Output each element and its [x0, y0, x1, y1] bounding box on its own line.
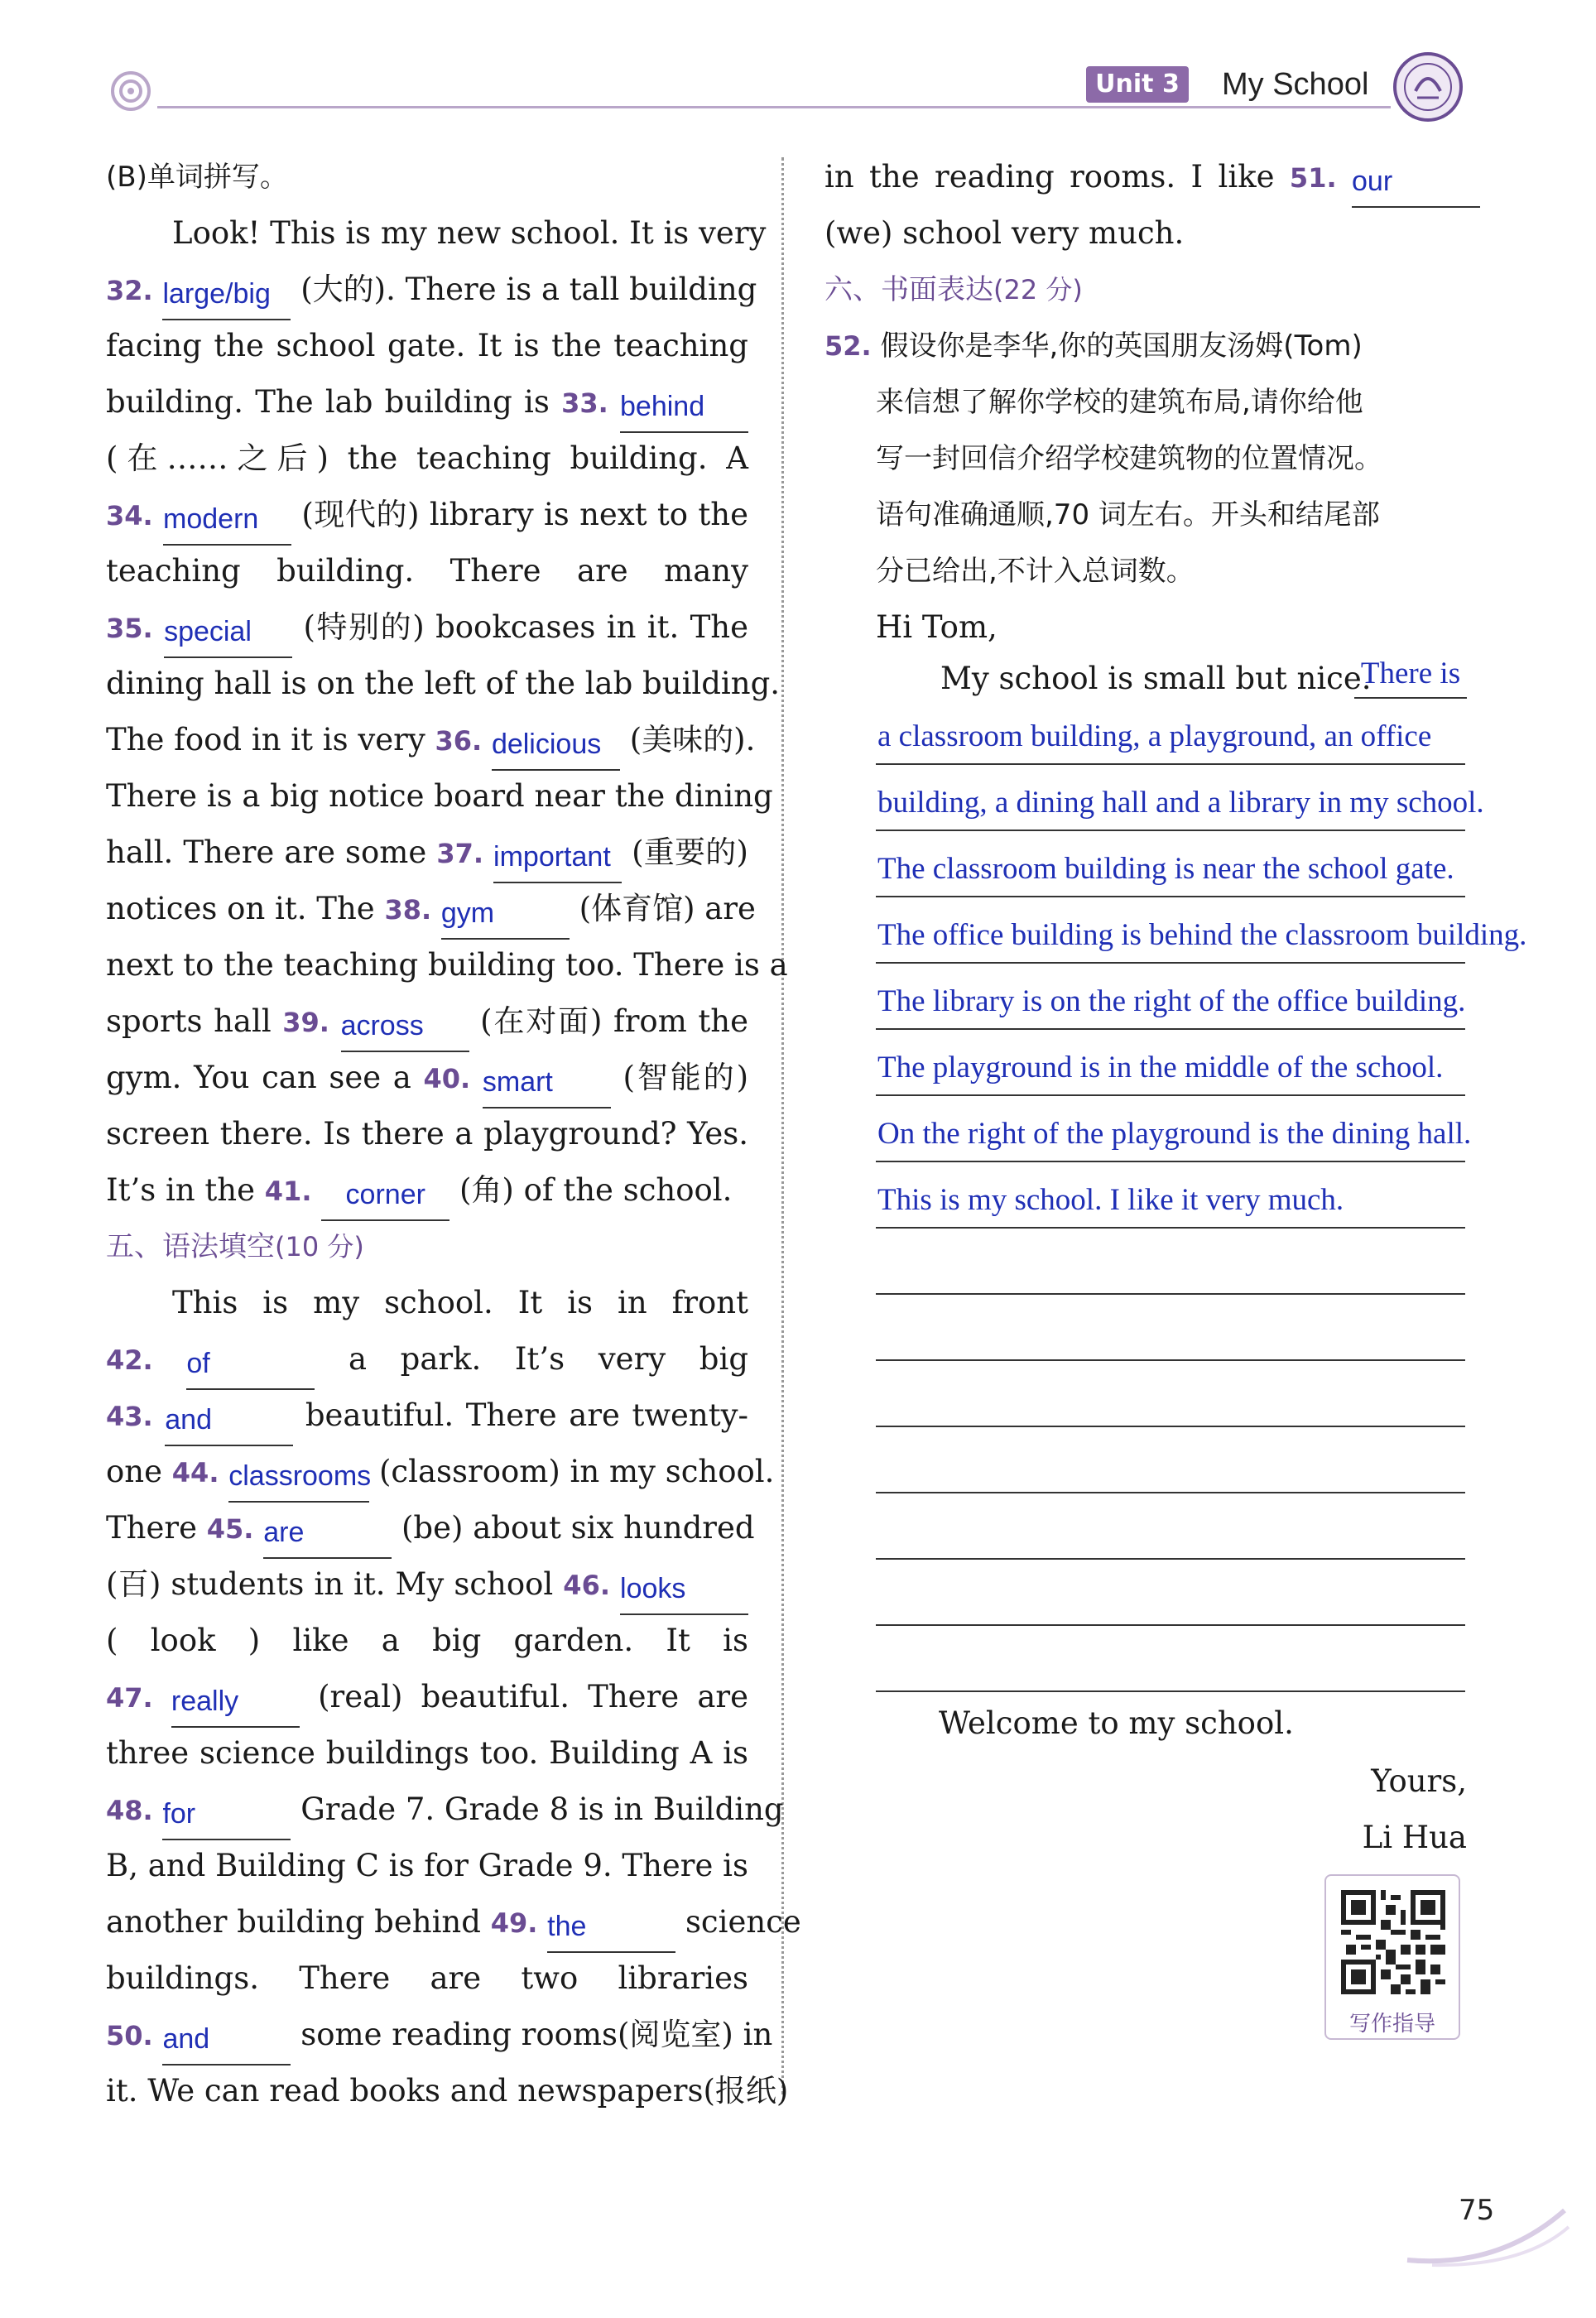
text-line: screen there. Is there a playground? Yes.	[106, 1116, 748, 1152]
question-number: 35.	[106, 613, 153, 644]
text-line: It’s in the 41. corner (角) of the school.	[106, 1162, 748, 1219]
answer-text: special	[164, 616, 252, 647]
qr-card[interactable]	[1324, 1874, 1460, 2040]
section-6-heading: 六、书面表达(22 分)	[824, 273, 1083, 306]
writing-rule	[876, 1094, 1465, 1096]
writing-rule[interactable]	[876, 1359, 1465, 1361]
text-line: hall. There are some 37. important (重要的)	[106, 825, 748, 881]
answer-blank[interactable]	[620, 388, 748, 433]
unit-title: My School	[1222, 67, 1369, 102]
letter-signature: Li Hua	[1362, 1820, 1467, 1855]
question-number: 32.	[106, 275, 153, 306]
answer-blank[interactable]	[341, 1008, 469, 1052]
unit-badge: Unit 3	[1086, 66, 1189, 103]
text-line: 50. and some reading rooms(阅览室) in	[106, 2007, 748, 2063]
text-line: There is a big notice board near the dining	[106, 778, 773, 814]
answer-blank[interactable]	[162, 276, 291, 320]
text-line: three science buildings too. Building A is	[106, 1735, 748, 1771]
essay-line: On the right of the playground is the dining hall.	[877, 1117, 1472, 1151]
question-number: 48.	[106, 1795, 153, 1826]
text-line: it. We can read books and newspapers(报纸)	[106, 2073, 789, 2109]
section-b-title: (B)单词拼写。	[106, 161, 288, 194]
answer-blank[interactable]	[492, 726, 620, 771]
answer-text: There is	[1360, 656, 1461, 690]
text-line: 47. really (real) beautiful. There are	[106, 1669, 748, 1725]
text-line: 34. modern (现代的) library is next to the	[106, 487, 748, 543]
writing-rule[interactable]	[876, 1558, 1465, 1560]
letter-greeting: Hi Tom,	[876, 609, 997, 645]
writing-rule	[876, 1028, 1465, 1030]
letter-closing: Welcome to my school.	[939, 1705, 1294, 1741]
right-column	[824, 149, 1480, 656]
question-number: 41.	[264, 1176, 312, 1207]
writing-rule[interactable]	[876, 1624, 1465, 1626]
writing-rule	[876, 1227, 1465, 1229]
text-line: (百) students in it. My school 46. looks	[106, 1556, 748, 1613]
answer-blank[interactable]	[165, 1402, 293, 1446]
text-line: (在……之后) the teaching building. A	[106, 440, 748, 476]
question-number: 40.	[423, 1063, 471, 1094]
text-line: in the reading rooms. I like 51. our	[824, 149, 1480, 205]
answer-text: really	[171, 1686, 239, 1717]
answer-blank[interactable]	[1354, 654, 1467, 699]
answer-text: behind	[620, 391, 705, 422]
answer-blank[interactable]	[186, 1345, 315, 1390]
answer-blank[interactable]	[441, 895, 570, 940]
answer-blank[interactable]	[228, 1458, 372, 1503]
essay-line: The classroom building is near the school gate.	[877, 852, 1454, 886]
answer-blank[interactable]	[162, 1796, 291, 1840]
writing-prompt-line: 分已给出,不计入总词数。	[876, 555, 1195, 588]
text-line: facing the school gate. It is the teaching	[106, 328, 748, 363]
answer-text: important	[493, 841, 611, 873]
answer-blank[interactable]	[263, 1514, 392, 1559]
answer-text: looks	[620, 1573, 686, 1604]
writing-rule[interactable]	[876, 1492, 1465, 1493]
writing-rule	[876, 896, 1465, 897]
answer-text: modern	[163, 503, 259, 535]
essay-line: The playground is in the middle of the school.	[877, 1051, 1444, 1084]
qr-label: 写作指导	[1348, 2012, 1435, 2037]
answer-text: for	[162, 1798, 196, 1830]
answer-blank[interactable]	[171, 1683, 300, 1728]
question-number: 33.	[561, 387, 608, 419]
essay-line: This is my school. I like it very much.	[877, 1183, 1344, 1217]
essay-line: building, a dining hall and a library in my school.	[877, 786, 1484, 820]
letter-signoff: Yours,	[1371, 1763, 1467, 1799]
answer-blank[interactable]	[321, 1176, 449, 1221]
text-line: ( look ) like a big garden. It is	[106, 1623, 748, 1658]
qr-code-icon	[1341, 1886, 1445, 1998]
writing-rule	[876, 830, 1465, 831]
answer-text: are	[263, 1517, 305, 1548]
answer-blank[interactable]	[483, 1064, 611, 1109]
text-line: next to the teaching building too. There is a	[106, 947, 788, 983]
answer-text: delicious	[491, 729, 602, 760]
question-number: 47.	[106, 1682, 153, 1714]
text-line: one 44. classrooms (classroom) in my school.	[106, 1444, 748, 1500]
answer-text: classrooms	[228, 1460, 372, 1492]
writing-prompt-line: 写一封回信介绍学校建筑物的位置情况。	[876, 442, 1382, 475]
writing-prompt-line: 语句准确通顺,70 词左右。开头和结尾部	[876, 498, 1380, 531]
text-line: 32. large/big (大的). There is a tall building	[106, 262, 748, 318]
text-line: 43. and beautiful. There are twenty-	[106, 1387, 748, 1444]
answer-text: our	[1352, 166, 1393, 197]
swirl-logo-icon	[106, 65, 156, 114]
question-number: 37.	[436, 838, 483, 869]
text-line: 35. special (特别的) bookcases in it. The	[106, 599, 748, 656]
page-number: 75	[1459, 2194, 1495, 2227]
question-number: 45.	[206, 1513, 254, 1545]
answer-blank[interactable]	[162, 2021, 291, 2066]
publisher-seal-icon	[1391, 50, 1465, 124]
answer-blank[interactable]	[164, 613, 292, 658]
question-number: 43.	[106, 1401, 153, 1432]
answer-blank[interactable]	[620, 1570, 748, 1615]
question-number: 52.	[824, 330, 872, 362]
text-line: Look! This is my new school. It is very	[172, 215, 767, 251]
text-line: another building behind 49. the science	[106, 1894, 748, 1950]
writing-rule	[876, 962, 1465, 964]
essay-line: The library is on the right of the office building.	[877, 984, 1466, 1018]
essay-line: a classroom building, a playground, an office	[877, 719, 1432, 753]
answer-blank[interactable]	[547, 1908, 675, 1953]
answer-text: and	[162, 2023, 210, 2055]
answer-text: smart	[482, 1066, 553, 1098]
text-line: 48. for Grade 7. Grade 8 is in Building	[106, 1782, 748, 1838]
text-line: (we) school very much.	[824, 215, 1185, 251]
question-number: 51.	[1289, 162, 1337, 194]
answer-text: large/big	[162, 278, 271, 310]
text-line: There 45. are (be) about six hundred	[106, 1500, 748, 1556]
text-line: dining hall is on the left of the lab building.	[106, 666, 781, 701]
answer-text: and	[165, 1404, 212, 1436]
writing-rule	[876, 763, 1465, 765]
writing-rule[interactable]	[876, 1293, 1465, 1295]
answer-text: corner	[345, 1179, 425, 1210]
answer-text: of	[186, 1348, 210, 1379]
text-line: teaching building. There are many	[106, 553, 748, 589]
writing-rule[interactable]	[876, 1690, 1465, 1692]
question-number: 39.	[282, 1007, 329, 1038]
question-number: 44.	[171, 1457, 219, 1488]
text-line: 42. of a park. It’s very big	[106, 1331, 748, 1387]
text-line: The food in it is very 36. delicious (美味的).	[106, 712, 748, 768]
question-number: 38.	[384, 894, 432, 926]
left-column	[106, 149, 801, 2119]
text-line: building. The lab building is 33. behind	[106, 374, 748, 430]
section-5-heading: 五、语法填空(10 分)	[106, 1230, 364, 1263]
text-line: gym. You can see a 40. smart (智能的)	[106, 1050, 748, 1106]
answer-text: the	[547, 1911, 587, 1942]
text-line: B, and Building C is for Grade 9. There is	[106, 1848, 748, 1883]
writing-prompt-line: 来信想了解你学校的建筑布局,请你给他	[876, 386, 1363, 419]
writing-rule[interactable]	[876, 1426, 1465, 1427]
header-rule	[157, 106, 1391, 108]
answer-blank[interactable]	[163, 501, 291, 546]
question-number: 34.	[106, 500, 153, 531]
question-number: 42.	[106, 1344, 153, 1376]
writing-prompt-line: 52. 假设你是李华,你的英国朋友汤姆(Tom)	[824, 329, 1363, 363]
text-line: sports hall 39. across (在对面) from the	[106, 993, 748, 1050]
answer-blank[interactable]	[1352, 163, 1480, 208]
answer-text: gym	[440, 897, 495, 929]
answer-text: across	[340, 1010, 424, 1041]
writing-rule	[876, 1161, 1465, 1162]
text-line: This is my school. It is in front	[172, 1285, 748, 1320]
question-number: 46.	[563, 1570, 610, 1601]
essay-line: The office building is behind the classroom building.	[877, 918, 1527, 952]
letter-opening: My school is small but nice.	[940, 661, 1372, 696]
answer-blank[interactable]	[493, 839, 622, 883]
question-number: 50.	[106, 2020, 153, 2051]
text-line: buildings. There are two libraries	[106, 1960, 748, 1996]
question-number: 49.	[490, 1907, 538, 1939]
text-line: notices on it. The 38. gym (体育馆) are	[106, 881, 748, 937]
question-number: 36.	[435, 725, 483, 757]
